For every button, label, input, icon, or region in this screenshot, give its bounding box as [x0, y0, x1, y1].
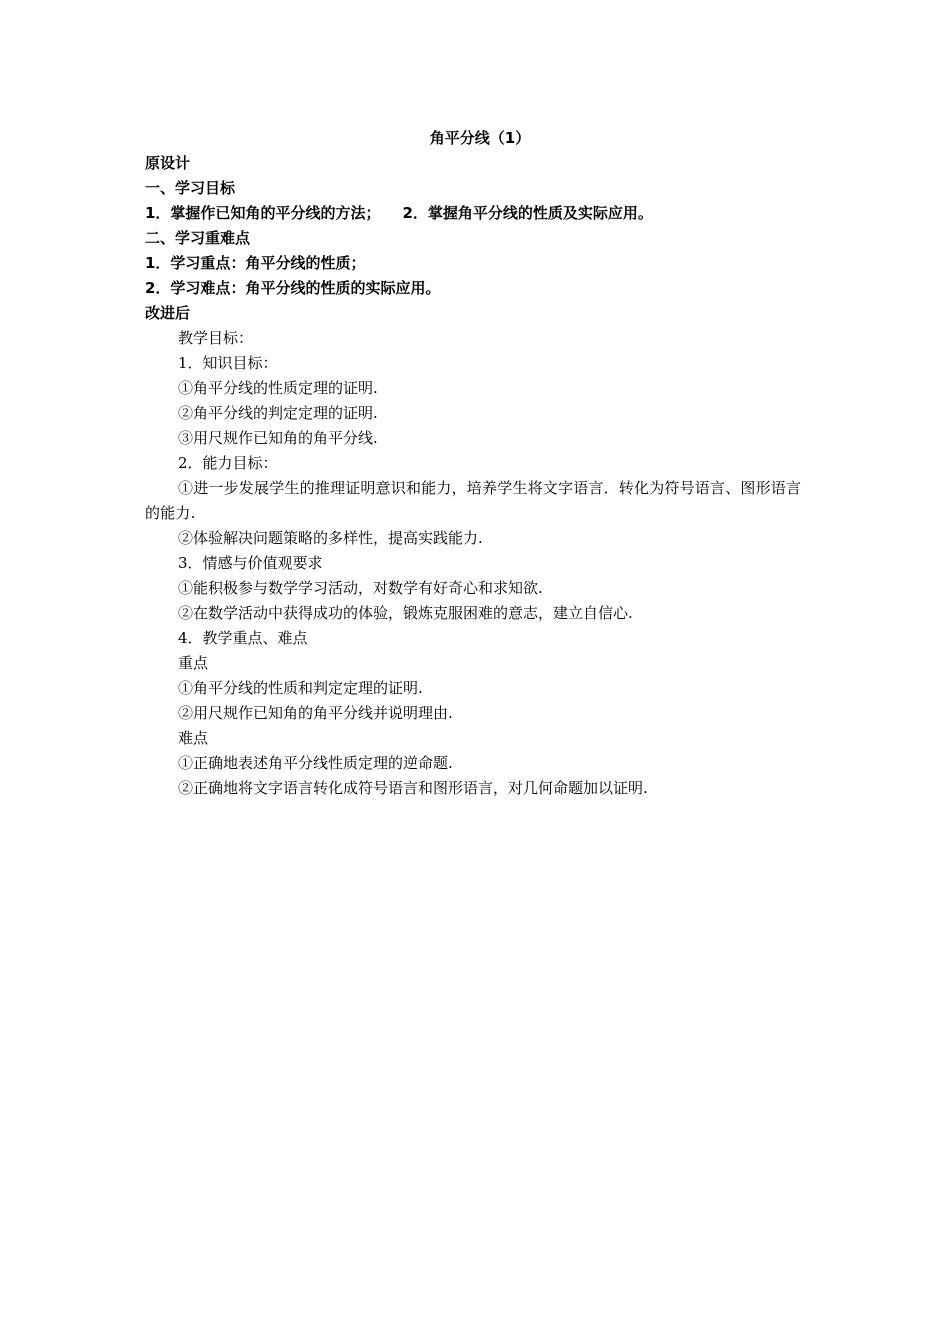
- hard-point: 2．学习难点：角平分线的性质的实际应用。: [145, 279, 441, 297]
- hard-item: ②正确地将文字语言转化成符号语言和图形语言，对几何命题加以证明.: [178, 779, 648, 797]
- knowledge-item: ②角平分线的判定定理的证明.: [178, 404, 378, 422]
- focus-label: 重点: [178, 654, 209, 672]
- ability-goals-heading: 2．能力目标：: [178, 454, 278, 472]
- ability-item: ②体验解决问题策略的多样性，提高实践能力.: [178, 529, 483, 547]
- document-page: [145, 126, 815, 801]
- emotion-goals-heading: 3．情感与价值观要求: [178, 554, 323, 572]
- knowledge-goals-heading: 1．知识目标：: [178, 354, 278, 372]
- learning-goals-heading: 一、学习目标: [145, 179, 236, 197]
- emotion-item: ②在数学活动中获得成功的体验，锻炼克服困难的意志，建立自信心.: [178, 604, 633, 622]
- hard-item: ①正确地表述角平分线性质定理的逆命题.: [178, 754, 453, 772]
- improved-heading: 改进后: [145, 304, 191, 322]
- difficulty-heading: 二、学习重难点: [145, 229, 251, 247]
- learning-goals-line: [145, 201, 815, 226]
- teaching-goals-heading: 教学目标：: [178, 329, 254, 347]
- knowledge-item: ①角平分线的性质定理的证明.: [178, 379, 378, 397]
- focus-item: ②用尺规作已知角的角平分线并说明理由.: [178, 704, 453, 722]
- focus-item: ①角平分线的性质和判定定理的证明.: [178, 679, 423, 697]
- hard-label: 难点: [178, 729, 209, 747]
- original-design-heading: 原设计: [145, 154, 191, 172]
- key-point: 1．学习重点：角平分线的性质；: [145, 254, 366, 272]
- ability-item: ①进一步发展学生的推理证明意识和能力，培养学生将文字语言．转化为符号语言、图形语言的能力.: [145, 479, 802, 522]
- knowledge-item: ③用尺规作已知角的角平分线.: [178, 429, 378, 447]
- document-title: 角平分线（1）: [429, 129, 531, 147]
- learning-goal-2: 2．掌握角平分线的性质及实际应用。: [402, 204, 653, 222]
- emotion-item: ①能积极参与数学学习活动，对数学有好奇心和求知欲.: [178, 579, 543, 597]
- learning-goal-1: 1．掌握作已知角的平分线的方法；: [145, 204, 381, 222]
- focus-heading: 4．教学重点、难点: [178, 629, 308, 647]
